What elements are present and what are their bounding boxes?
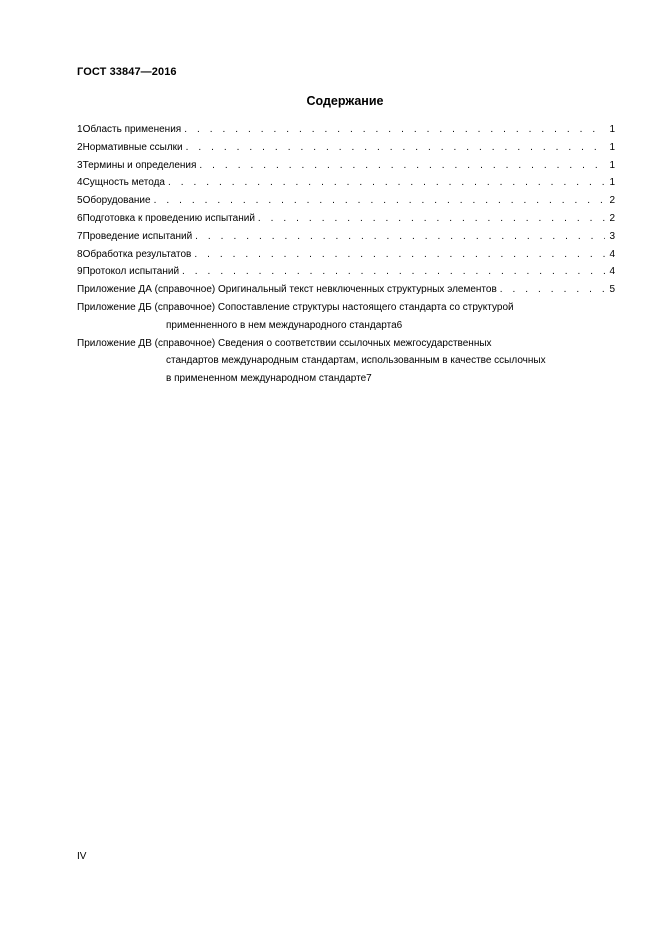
toc-entry-7[interactable] [77,228,615,246]
toc-leader-dots [182,263,605,281]
toc-appendix-dv[interactable] [77,335,615,388]
toc-appendix-continuation [77,370,615,388]
toc-entry-title: Протокол испытаний [82,266,180,278]
toc-entry-title: Нормативные ссылки [82,141,183,153]
toc-appendix-title: Приложение ДВ (справочное) Сведения о соответствии ссылочных межгосударственных [77,337,492,349]
toc-leader-dots [195,228,605,246]
toc-appendix-db[interactable] [77,299,615,335]
toc-appendix-title: Приложение ДА (справочное) Оригинальный текст невключенных структурных элементов [77,284,497,296]
toc-leader-dots [186,139,605,157]
toc-entry-page: 3 [609,230,615,242]
toc-entry-page: 4 [609,266,615,278]
toc-leader-dots [184,121,605,139]
toc-entry-page: 1 [609,141,615,153]
toc-leader-dots [500,281,605,299]
toc-appendix-page: 6 [396,319,403,331]
toc-entry-number: 2 [77,141,83,153]
toc-entry-1[interactable] [77,121,615,139]
toc-entry-page: 4 [609,248,615,260]
toc-entry-page: 2 [609,212,615,224]
toc-entry-5[interactable] [77,192,615,210]
toc-entry-3[interactable] [77,157,615,175]
standard-code-header: ГОСТ 33847—2016 [77,66,177,78]
toc-leader-dots [199,157,605,175]
toc-entry-title: Подготовка к проведению испытаний [82,212,255,224]
toc-entry-number: 6 [77,212,83,224]
toc-entry-page: 1 [609,177,615,189]
toc-entry-title: Обработка результатов [82,248,192,260]
toc-leader-dots [258,210,605,228]
toc-entry-page: 1 [609,124,615,135]
toc-entry-number: 9 [77,266,83,278]
toc-entry-8[interactable] [77,246,615,264]
toc-entry-number: 8 [77,248,83,260]
toc-entry-page: 2 [609,195,615,207]
toc-appendix-title: Приложение ДБ (справочное) Сопоставление структуры настоящего стандарта со структурой [77,301,514,313]
toc-leader-dots [194,246,605,264]
toc-appendix-page: 7 [366,373,372,385]
toc-appendix-title-cont: в примененном международном стандарте [166,373,367,385]
page-number: IV [77,851,87,862]
toc-leader-dots [154,192,605,210]
toc-appendix-da[interactable] [77,281,615,299]
toc-entry-page: 1 [609,159,615,171]
toc-entry-9[interactable] [77,263,615,281]
table-of-contents [77,121,615,388]
toc-entry-number: 3 [77,159,83,171]
toc-appendix-title-cont: стандартов международным стандартам, использованным в качестве ссылочных [166,355,546,367]
toc-entry-number: 5 [77,195,83,207]
toc-appendix-page: 5 [609,284,615,296]
toc-entry-title: Термины и определения [82,159,197,171]
toc-leader-dots [168,174,605,192]
toc-entry-number: 4 [77,177,83,189]
toc-entry-6[interactable] [77,210,615,228]
toc-entry-4[interactable] [77,174,615,192]
toc-entry-title: Сущность метода [82,177,165,189]
toc-entry-title: Область применения [82,124,182,135]
toc-entry-number: 7 [77,230,83,242]
toc-appendix-title-cont: применненного в нем международного стандарта [166,319,397,331]
toc-entry-title: Проведение испытаний [82,230,193,242]
toc-entry-number: 1 [77,124,83,135]
toc-appendix-continuation [77,317,615,335]
toc-entry-title: Оборудование [82,195,151,207]
toc-entry-2[interactable] [77,139,615,157]
toc-title: Содержание [306,94,384,108]
